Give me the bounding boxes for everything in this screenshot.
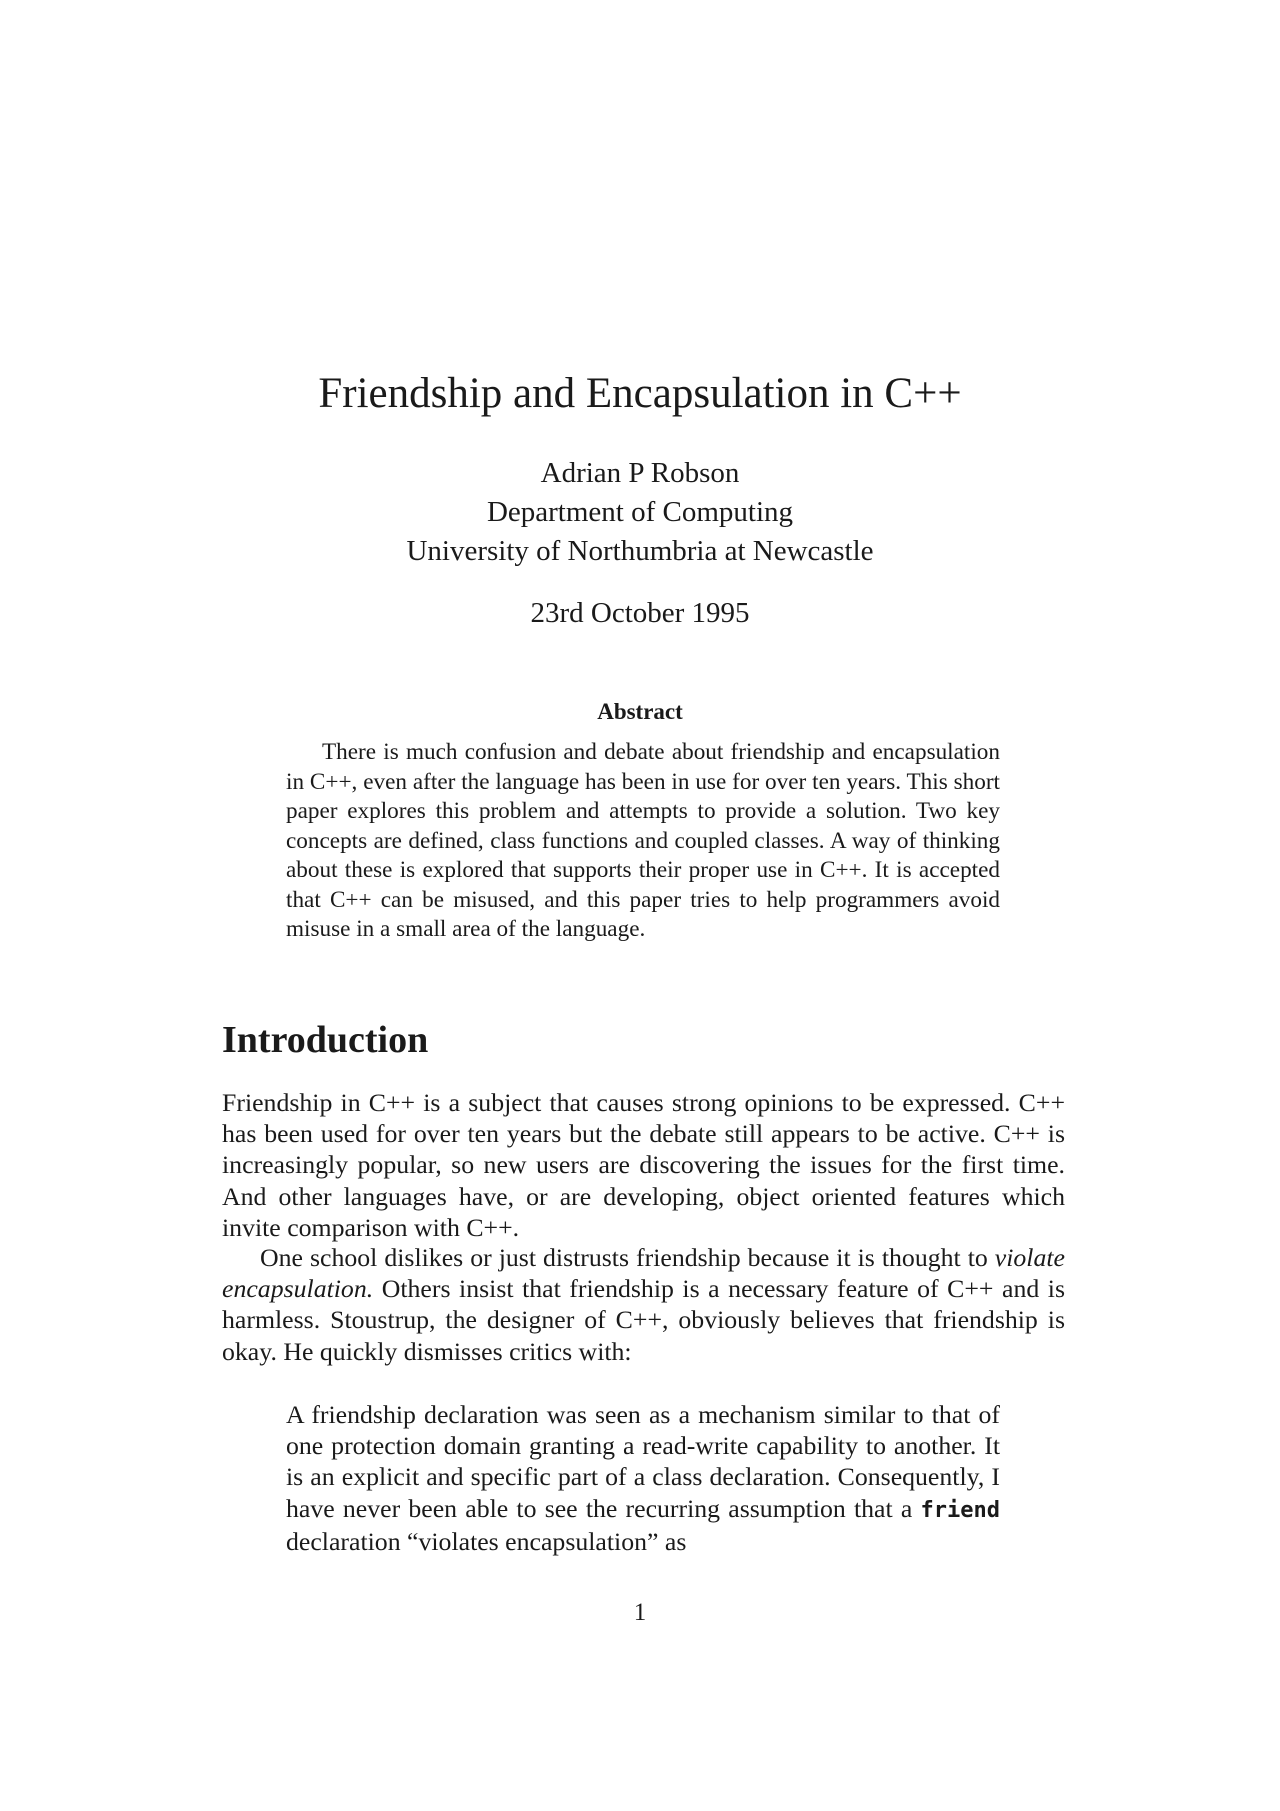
paper-date: 23rd October 1995 bbox=[530, 597, 750, 629]
code-keyword-friend: friend bbox=[920, 1497, 1000, 1523]
emphasis-violate-encapsulation: violate encapsulation. bbox=[222, 1243, 1065, 1304]
abstract-heading: Abstract bbox=[597, 699, 683, 724]
page-number: 1 bbox=[633, 1599, 647, 1626]
paper-title: Friendship and Encapsulation in C++ bbox=[318, 370, 962, 417]
author-department: Department of Computing bbox=[486, 496, 794, 528]
section-heading-introduction: Introduction bbox=[222, 1019, 429, 1061]
quote-text-end: declaration “violates encapsulation” as bbox=[286, 1526, 687, 1556]
introduction-paragraph-1: Friendship in C++ is a subject that causes strong opinions to be expressed. C++ has been used for over ten years but the debate still appears to be active. C++ is increasingly popular, so new users are discovering the issues for the first time. And other languages have, or are developing, object oriented features which invite comparison with C++. bbox=[222, 1088, 1065, 1242]
quote-text-start: A friendship declaration was seen as a mechanism similar to that of one protection domain granting a read-write capability to another. It is an explicit and specific part of a class declaration. Consequently, I have never been able to see the recurring assumption that a bbox=[286, 1400, 1000, 1523]
paragraph-2-text-end: Others insist that friendship is a necessary feature of C++ and is harmless. Stoustrup, the designer of C++, obviously believes that friendship is okay. He quickly dismisses critics with: bbox=[222, 1274, 1065, 1366]
author-block bbox=[0, 454, 1280, 571]
abstract-text: There is much confusion and debate about friendship and encapsulation in C++, even after the language has been in use for over ten years. This short paper explores this problem and attempts to provide a solution. Two key concepts are defined, class functions and coupled classes. A way of thinking about these is explored that supports their proper use in C++. It is accepted that C++ can be misused, and this paper tries to help programmers avoid misuse in a small area of the language. bbox=[286, 739, 1000, 942]
author-university: University of Northumbria at Newcastle bbox=[406, 535, 874, 567]
author-name: Adrian P Robson bbox=[540, 457, 740, 489]
block-quote bbox=[286, 1399, 1000, 1557]
paragraph-2-text-start: One school dislikes or just distrusts friendship because it is thought to bbox=[260, 1243, 995, 1272]
introduction-paragraph-2 bbox=[222, 1242, 1065, 1367]
